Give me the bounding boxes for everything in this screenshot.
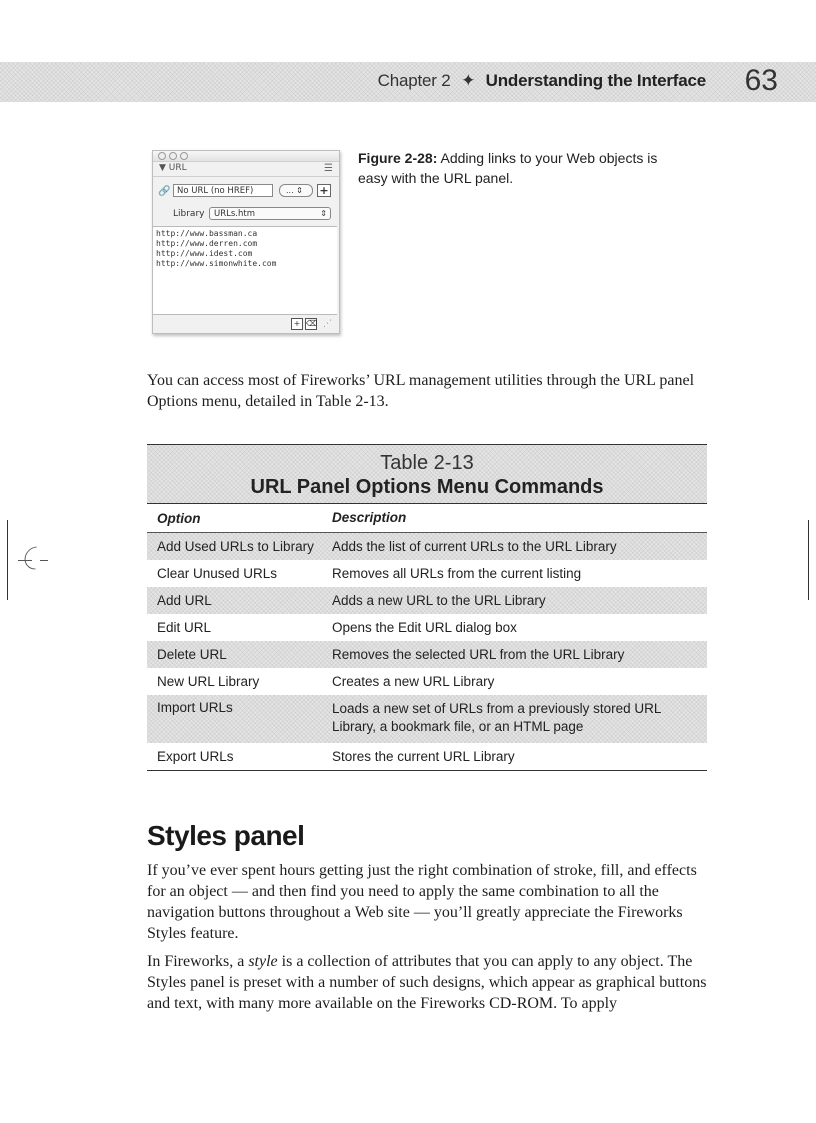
description-cell: Opens the Edit URL dialog box	[332, 619, 517, 635]
option-cell: Add URL	[157, 593, 212, 608]
description-cell: Removes the selected URL from the URL Library	[332, 646, 625, 662]
panel-tab-row	[153, 162, 339, 177]
description-cell: Creates a new URL Library	[332, 673, 495, 689]
url-tab[interactable]: ▼ URL	[159, 163, 187, 173]
styles-paragraph-2: In Fireworks, a style is a collection of attributes that you can apply to any object. The Styles panel is preset with a number of such designs, which appear as graphical buttons and text, with many more available on the Fireworks CD-ROM. To apply	[147, 953, 707, 1012]
options-table	[147, 504, 707, 771]
table-title: URL Panel Options Menu Commands	[250, 476, 604, 498]
option-cell: Clear Unused URLs	[157, 566, 278, 581]
style-term: style	[248, 953, 278, 970]
trash-icon[interactable]: ⌫	[306, 319, 318, 328]
table-row	[147, 668, 707, 695]
url-list-item[interactable]: http://www.simonwhite.com	[156, 259, 277, 268]
figure-caption	[358, 148, 678, 188]
running-header	[0, 62, 816, 102]
intro-paragraph: You can access most of Fireworks’ URL management utilities through the URL panel Options menu, detailed in Table 2-13.	[147, 372, 695, 410]
library-row	[157, 207, 335, 223]
url-row	[157, 184, 335, 200]
minimize-dot-icon[interactable]	[169, 152, 177, 160]
add-to-library-icon[interactable]: +	[291, 318, 303, 330]
page-number: 63	[744, 64, 778, 97]
url-input[interactable]: No URL (no HREF)	[173, 184, 273, 197]
table-title-block	[147, 444, 707, 504]
url-list-item[interactable]: http://www.idest.com	[156, 249, 253, 258]
url-list	[153, 226, 337, 315]
options-menu-icon[interactable]: ☰	[324, 163, 333, 174]
column-header-option: Option	[157, 510, 201, 526]
url-list-item[interactable]: http://www.bassman.ca	[156, 229, 258, 238]
option-cell: Add Used URLs to Library	[157, 539, 314, 554]
figure-caption-text: Adding links to your Web objects is easy with the URL panel.	[358, 150, 658, 186]
styles-paragraph-1: If you’ve ever spent hours getting just the right combination of stroke, fill, and effects for an object — and then find you need to apply the same combination to all the navigation buttons throughout a Web site — you’ll greatly appreciate the Fireworks Styles feature.	[147, 862, 697, 942]
library-select[interactable]: URLs.htm ⇕	[209, 207, 331, 220]
description-cell: Adds a new URL to the URL Library	[332, 592, 546, 608]
option-cell: Delete URL	[157, 647, 227, 662]
figure-label: Figure 2-28:	[358, 150, 438, 166]
zoom-dot-icon[interactable]	[180, 152, 188, 160]
option-cell: Export URLs	[157, 749, 234, 764]
separator-icon: ✦	[461, 71, 476, 90]
option-cell: Edit URL	[157, 620, 212, 635]
select-arrows-icon: ⇕	[320, 209, 327, 218]
option-cell: New URL Library	[157, 674, 260, 689]
column-header-description: Description	[332, 510, 407, 525]
table-row	[147, 743, 707, 770]
table-row	[147, 614, 707, 641]
table-number: Table 2-13	[380, 452, 474, 474]
chapter-label: Chapter 2	[377, 71, 451, 90]
panel-titlebar	[153, 151, 339, 162]
library-label: Library	[173, 209, 205, 219]
description-cell: Adds the list of current URLs to the URL Library	[332, 538, 617, 554]
table-row	[147, 641, 707, 668]
table-row	[147, 695, 707, 743]
table-row	[147, 533, 707, 560]
close-dot-icon[interactable]	[158, 152, 166, 160]
resize-grip-icon[interactable]: ⋰	[323, 319, 332, 329]
url-panel-screenshot	[152, 150, 340, 334]
chapter-title: Understanding the Interface	[485, 71, 706, 90]
add-url-button[interactable]: +	[317, 184, 331, 197]
section-heading: Styles panel	[147, 820, 305, 851]
crop-line-right	[808, 520, 809, 600]
option-cell: Import URLs	[157, 700, 233, 715]
crop-line-left	[7, 520, 8, 600]
table-header-row	[147, 504, 707, 533]
registration-mark-icon	[18, 542, 48, 582]
table-row	[147, 587, 707, 614]
url-dropdown-button[interactable]: ... ⇕	[279, 184, 313, 197]
url-list-item[interactable]: http://www.derren.com	[156, 239, 258, 248]
description-cell: Loads a new set of URLs from a previously stored URL Library, a bookmark file, or an HTML page	[332, 701, 661, 734]
description-cell: Removes all URLs from the current listing	[332, 565, 582, 581]
link-icon: 🔗	[158, 186, 171, 197]
panel-footer	[153, 315, 337, 332]
description-cell: Stores the current URL Library	[332, 748, 515, 764]
chapter-heading	[378, 71, 706, 91]
table-row	[147, 560, 707, 587]
